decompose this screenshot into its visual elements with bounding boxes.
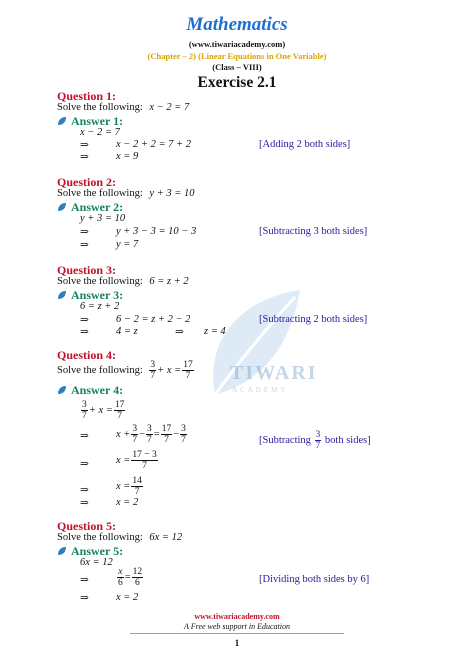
leaf-logo-icon	[57, 385, 67, 395]
implies-symbol: ⇒	[175, 327, 184, 338]
answer-3-step-3: 4 = z	[116, 326, 138, 337]
implies-symbol: ⇒	[80, 140, 89, 151]
statement-equation: y + 3 = 10	[149, 188, 195, 199]
statement-prefix: Solve the following:	[57, 532, 143, 543]
implies-symbol: ⇒	[80, 152, 89, 163]
class-line: (Class – VIII)	[212, 62, 262, 72]
answer-1-note: [Adding 2 both sides]	[259, 139, 351, 150]
question-4-label: Question 4:	[57, 348, 117, 362]
answer-label-text: Answer 3:	[71, 288, 124, 302]
question-4-statement: Solve the following: $\frac{3}{7}$ + x = $\frac{17}{7}$	[57, 360, 193, 381]
answer-3-step-2: 6 − 2 = z + 2 − 2	[116, 314, 191, 325]
statement-prefix: Solve the following:	[57, 364, 143, 376]
question-1-label: Question 1:	[57, 89, 117, 103]
footer-divider	[130, 633, 344, 634]
implies-symbol: ⇒	[80, 431, 89, 442]
page-number: 1	[234, 638, 240, 648]
implies-symbol: ⇒	[80, 227, 89, 238]
answer-5-step-2: $\frac{x}{6}$ = $\frac{12}{6}$	[118, 567, 143, 588]
answer-5-step-3: x = 2	[116, 592, 139, 603]
question-3-statement	[57, 276, 189, 287]
watermark-word: TIWARI	[230, 362, 318, 384]
fraction: $\frac{17}{7}$	[183, 360, 193, 381]
implies-symbol: ⇒	[80, 327, 89, 338]
leaf-logo-icon	[57, 290, 67, 300]
question-1-statement	[57, 102, 189, 113]
answer-label-text: Answer 2:	[71, 200, 124, 214]
implies-symbol: ⇒	[80, 575, 89, 586]
implies-symbol: ⇒	[80, 459, 89, 470]
leaf-logo-icon	[57, 546, 67, 556]
answer-4-step-1: $\frac{3}{7}$ + x = $\frac{17}{7}$	[82, 400, 125, 421]
subject-title: Mathematics	[186, 14, 288, 35]
statement-equation: x − 2 = 7	[149, 102, 190, 113]
answer-2-step-2: y + 3 − 3 = 10 − 3	[116, 226, 197, 237]
statement-equation: 6 = z + 2	[149, 276, 189, 287]
chapter-line: (Chapter – 2) (Linear Equations in One Variable)	[147, 51, 327, 61]
exercise-title: Exercise 2.1	[197, 74, 277, 91]
implies-symbol: ⇒	[80, 315, 89, 326]
answer-3-note: [Subtracting 2 both sides]	[259, 314, 368, 325]
answer-label-text: Answer 5:	[71, 544, 124, 558]
answer-1-step-2: x − 2 + 2 = 7 + 2	[116, 139, 192, 150]
answer-label-text: Answer 1:	[71, 114, 124, 128]
answer-4-label	[57, 383, 123, 398]
footer-url[interactable]: www.tiwariacademy.com	[194, 612, 280, 621]
answer-4-step-5: x = 2	[116, 497, 139, 508]
answer-3-step-1: 6 = z + 2	[80, 301, 120, 312]
answer-3-step-4: z = 4	[204, 326, 226, 337]
answer-4-step-3: x = $\frac{17 - 3}{7}$	[116, 450, 157, 471]
question-5-label: Question 5:	[57, 519, 117, 533]
answer-4-note: [Subtracting $\frac{3}{7}$ both sides]	[259, 430, 371, 451]
answer-5-note: [Dividing both sides by 6]	[259, 574, 370, 585]
answer-4-step-4: x = $\frac{14}{7}$	[116, 476, 142, 497]
question-2-label: Question 2:	[57, 175, 117, 189]
footer-tagline: A Free web support in Education	[184, 622, 290, 631]
website-url[interactable]: (www.tiwariacademy.com)	[188, 39, 286, 49]
answer-5-step-1: 6x = 12	[80, 557, 113, 568]
note-prefix: [Subtracting	[259, 434, 311, 446]
leaf-logo-icon	[57, 116, 67, 126]
answer-1-step-3: x = 9	[116, 151, 139, 162]
watermark-sub: ACADEMY	[232, 386, 289, 394]
note-suffix: both sides]	[324, 434, 371, 446]
answer-2-note: [Subtracting 3 both sides]	[259, 226, 368, 237]
statement-prefix: Solve the following:	[57, 276, 143, 287]
implies-symbol: ⇒	[80, 485, 89, 496]
statement-prefix: Solve the following:	[57, 102, 143, 113]
implies-symbol: ⇒	[80, 240, 89, 251]
statement-prefix: Solve the following:	[57, 188, 143, 199]
fraction: $\frac{3}{7}$	[150, 360, 156, 381]
answer-1-step-1: x − 2 = 7	[80, 127, 120, 138]
answer-2-step-3: y = 7	[116, 239, 139, 250]
answer-2-step-1: y + 3 = 10	[80, 213, 126, 224]
answer-label-text: Answer 4:	[71, 383, 124, 397]
question-3-label: Question 3:	[57, 263, 117, 277]
implies-symbol: ⇒	[80, 498, 89, 509]
question-2-statement	[57, 188, 194, 199]
answer-4-step-2: x + $\frac{3}{7}$ − $\frac{3}{7}$ = $\frac{17}{7}$ − $\frac{3}{7}$	[116, 424, 186, 445]
implies-symbol: ⇒	[80, 593, 89, 604]
question-5-statement	[57, 532, 182, 543]
leaf-logo-icon	[57, 202, 67, 212]
statement-equation: 6x = 12	[149, 532, 183, 543]
